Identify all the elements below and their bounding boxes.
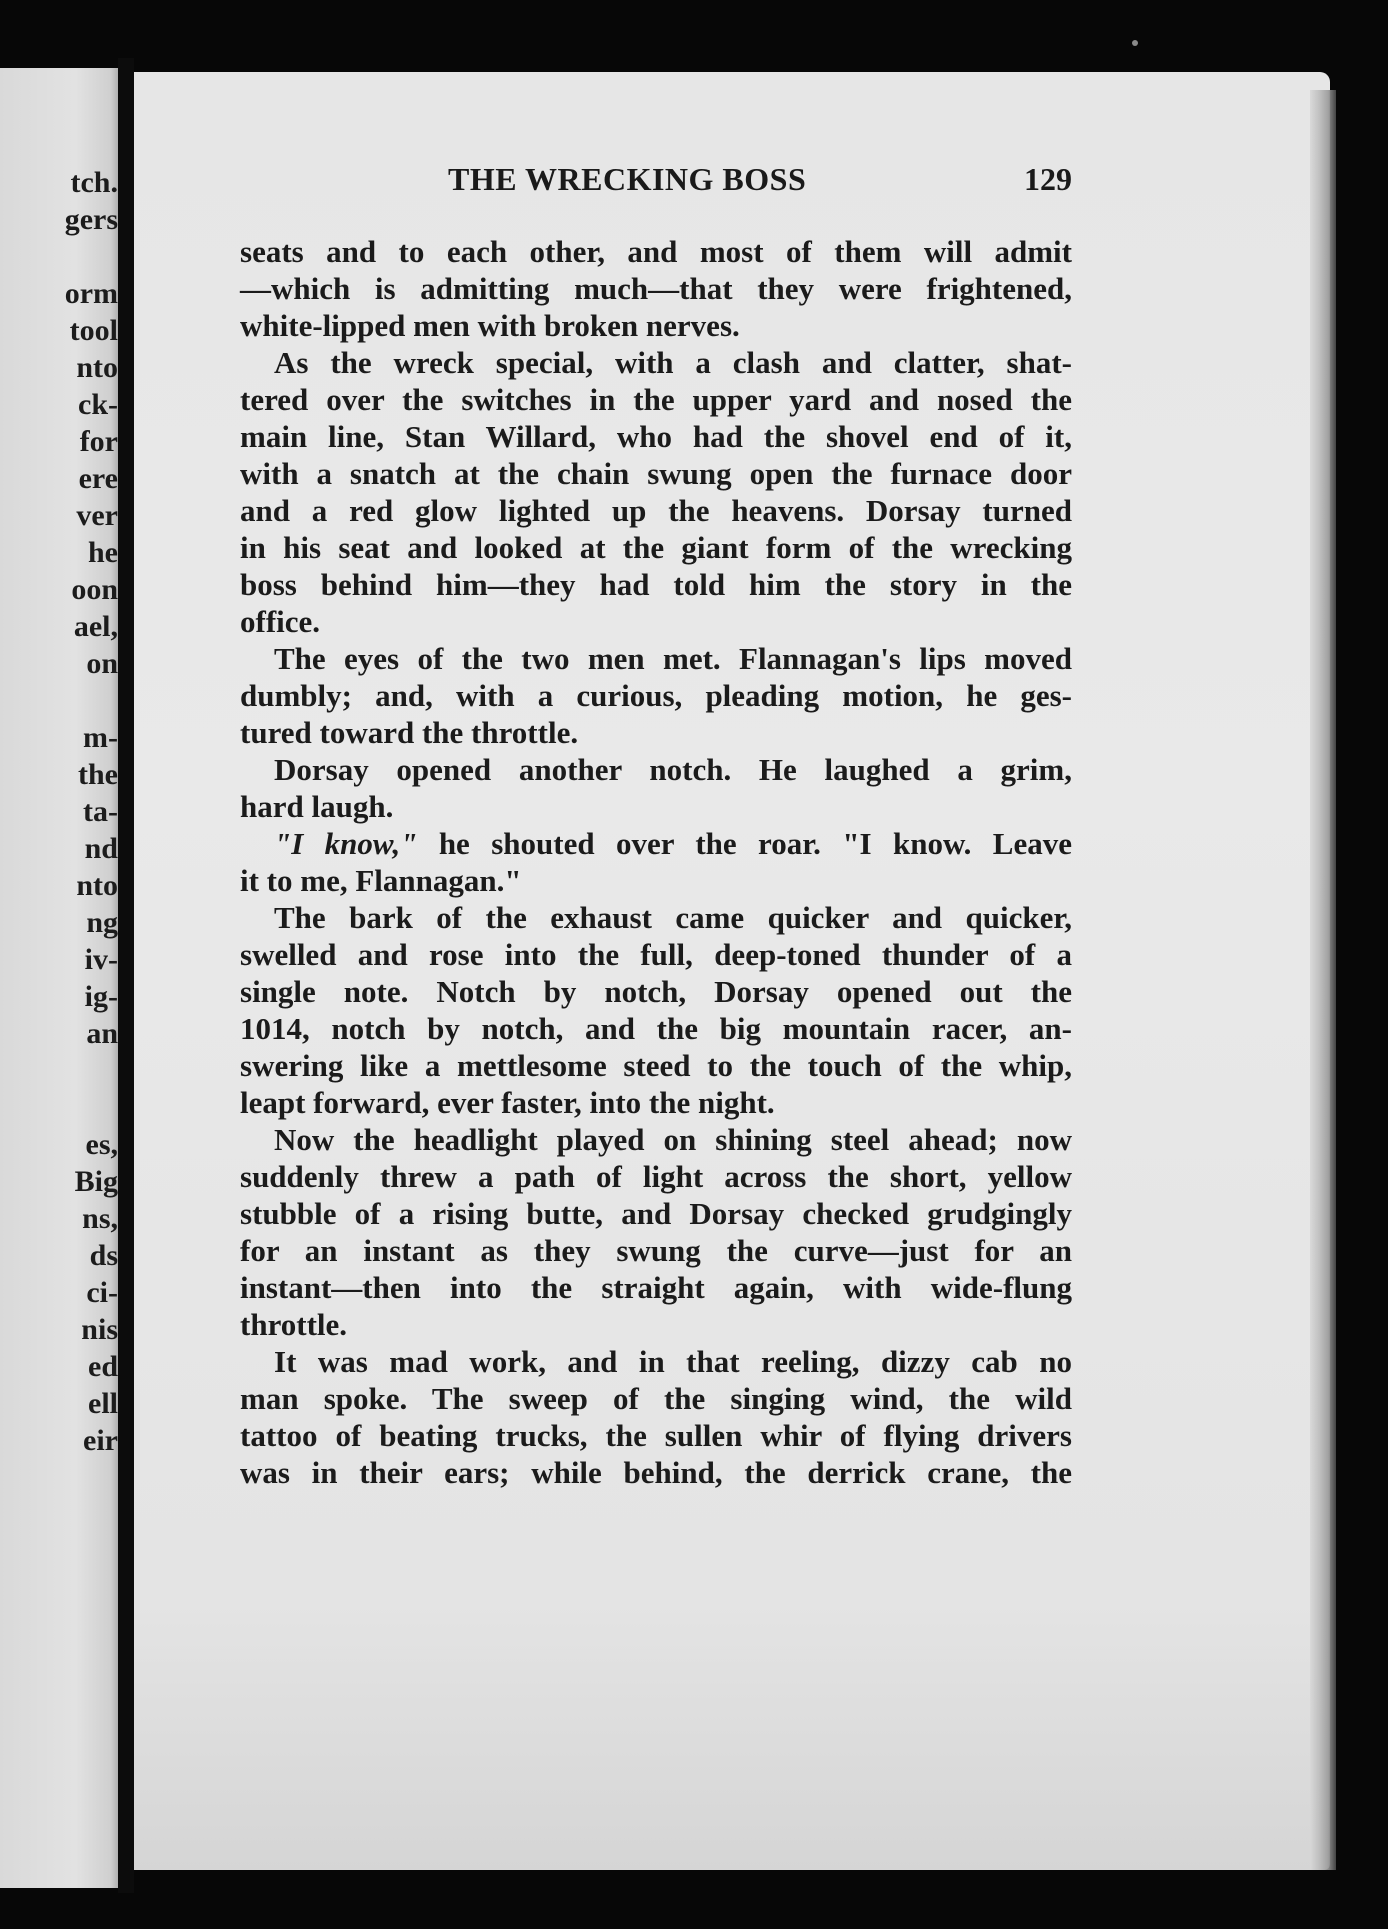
facing-page-word: ds (89, 1239, 118, 1272)
text-line: instant—then into the straight again, with wide-flung (240, 1270, 1072, 1305)
text-line: seats and to each other, and most of them will admit (240, 234, 1072, 269)
facing-page-word: nis (81, 1313, 118, 1346)
facing-page-word: nto (76, 869, 118, 902)
text-line: was in their ears; while behind, the derrick crane, the (240, 1455, 1072, 1490)
facing-page-word: iv- (84, 943, 118, 976)
facing-page-word: ere (78, 462, 118, 495)
scan-speck (1132, 40, 1138, 46)
facing-page-word: nto (76, 351, 118, 384)
facing-page-word: orm (64, 277, 118, 310)
text-line: It was mad work, and in that reeling, dizzy cab no (274, 1344, 1072, 1379)
page-number: 129 (1024, 161, 1072, 197)
facing-page-word: tool (69, 314, 118, 347)
facing-page-fragment (0, 68, 126, 1888)
facing-page-word: an (86, 1017, 118, 1050)
text-line: stubble of a rising butte, and Dorsay checked grudgingly (240, 1196, 1072, 1231)
text-line: with a snatch at the chain swung open the furnace door (240, 456, 1072, 491)
facing-page-word: the (78, 758, 118, 791)
facing-page-word: ed (88, 1350, 118, 1383)
text-line: tured toward the throttle. (240, 715, 579, 750)
text-line: white-lipped men with broken nerves. (240, 308, 740, 343)
running-title: THE WRECKING BOSS (448, 161, 807, 197)
facing-page-word: ig- (84, 980, 118, 1013)
text-line: 1014, notch by notch, and the big mountain racer, an- (240, 1011, 1072, 1046)
book-gutter (118, 58, 134, 1893)
text-line: leapt forward, ever faster, into the night. (240, 1085, 775, 1120)
facing-page-word: ta- (83, 795, 118, 828)
text-line: As the wreck special, with a clash and clatter, shat- (274, 345, 1072, 380)
text-line: dumbly; and, with a curious, pleading motion, he ges- (240, 678, 1072, 713)
facing-page-word: es, (85, 1128, 118, 1161)
text-line: Now the headlight played on shining steel ahead; now (274, 1122, 1072, 1157)
body-text (240, 233, 1072, 1491)
facing-page-word: he (88, 536, 118, 569)
facing-page-word: gers (64, 203, 118, 236)
facing-page-word: m- (83, 721, 118, 754)
facing-page-word: for (79, 425, 118, 458)
text-line-with-italic (240, 825, 1072, 862)
italic-phrase: "I know," (274, 826, 418, 861)
text-line: swering like a mettlesome steed to the touch of the whip, (240, 1048, 1072, 1083)
text-line: for an instant as they swung the curve—just for an (240, 1233, 1072, 1268)
text-line: single note. Notch by notch, Dorsay opened out the (240, 974, 1072, 1009)
text-line: The eyes of the two men met. Flannagan's lips moved (274, 641, 1072, 676)
text-line: office. (240, 604, 321, 639)
facing-page-word: tch. (70, 166, 118, 199)
facing-page-word: ell (88, 1387, 118, 1420)
facing-page-word: ck- (78, 388, 118, 421)
text-line: boss behind him—they had told him the story in the (240, 567, 1072, 602)
text-line: hard laugh. (240, 789, 394, 824)
text-line: tattoo of beating trucks, the sullen whir of flying drivers (240, 1418, 1072, 1453)
facing-page-word: oon (71, 573, 118, 606)
text-line: The bark of the exhaust came quicker and quicker, (274, 900, 1072, 935)
text-line-rest: he shouted over the roar. "I know. Leave (438, 826, 1072, 861)
facing-page-word: ver (76, 499, 118, 532)
text-line: man spoke. The sweep of the singing wind, the wild (240, 1381, 1072, 1416)
facing-page-word: on (86, 647, 118, 680)
page-edge-shadow (1310, 90, 1336, 1870)
text-line: suddenly threw a path of light across the short, yellow (240, 1159, 1072, 1194)
text-line: Dorsay opened another notch. He laughed a grim, (274, 752, 1072, 787)
text-line: in his seat and looked at the giant form of the wrecking (240, 530, 1072, 565)
text-line: and a red glow lighted up the heavens. Dorsay turned (240, 493, 1072, 528)
text-line: main line, Stan Willard, who had the shovel end of it, (240, 419, 1072, 454)
text-line: tered over the switches in the upper yard and nosed the (240, 382, 1072, 417)
page-header (240, 161, 1072, 201)
text-line: throttle. (240, 1307, 348, 1342)
text-line: —which is admitting much—that they were frightened, (240, 271, 1072, 306)
facing-page-word: eir (83, 1424, 118, 1457)
facing-page-word: Big (74, 1165, 118, 1198)
text-line: it to me, Flannagan." (240, 863, 522, 898)
facing-page-word: ng (86, 906, 118, 939)
text-line: swelled and rose into the full, deep-toned thunder of a (240, 937, 1072, 972)
facing-page-word: ci- (86, 1276, 118, 1309)
facing-page-word: ael, (73, 610, 118, 643)
facing-page-word: nd (84, 832, 118, 865)
facing-page-word: ns, (82, 1202, 118, 1235)
